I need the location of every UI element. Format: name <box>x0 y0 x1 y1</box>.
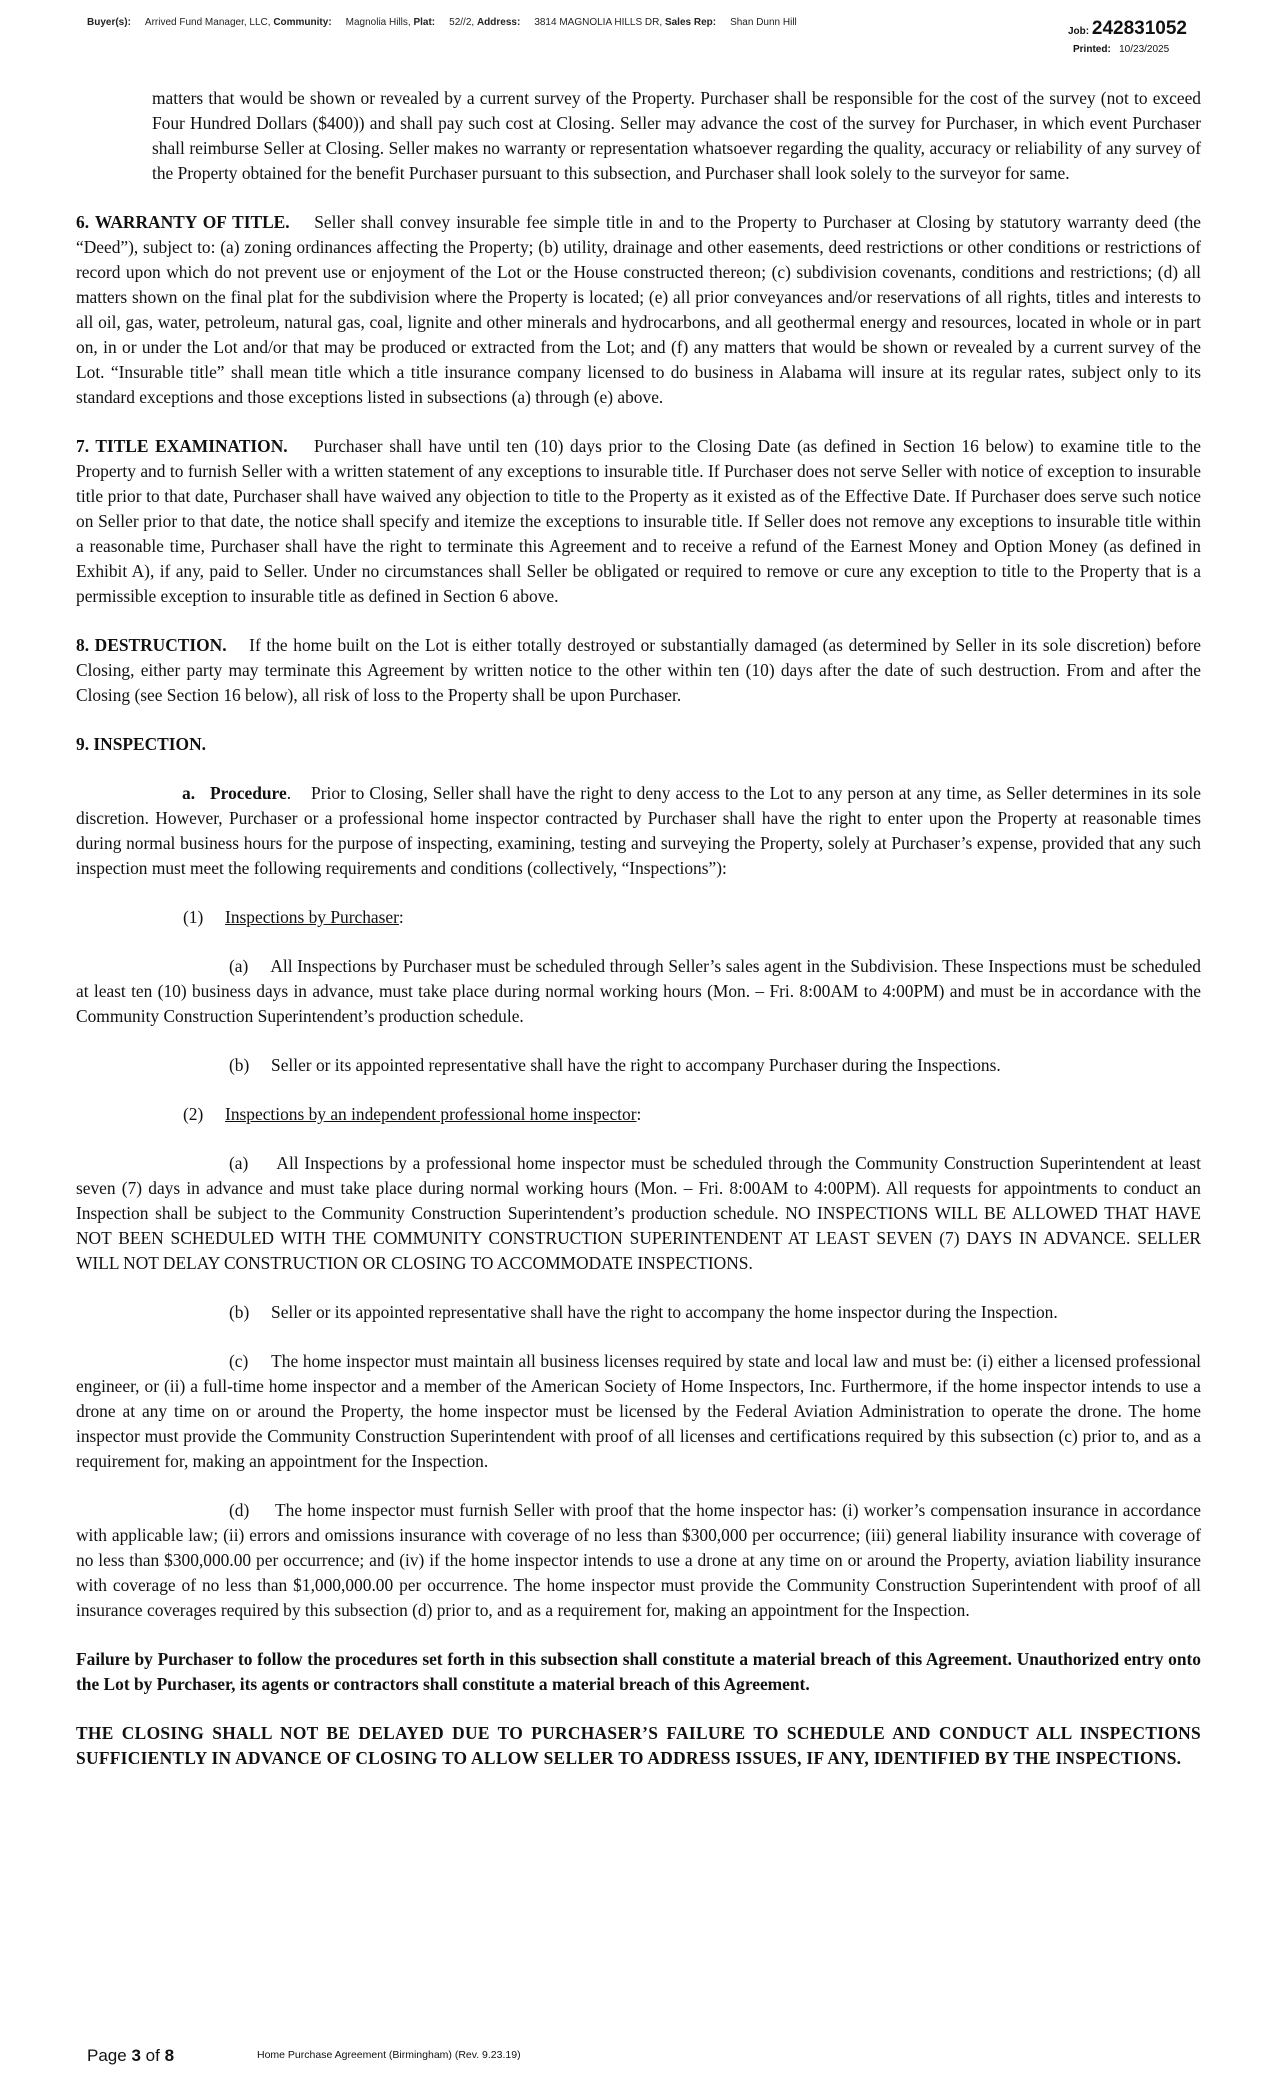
section-9a-label: a. <box>182 783 196 803</box>
page-of: of <box>145 2046 160 2065</box>
job-number: 242831052 <box>1091 18 1187 39</box>
item-2c-text: The home inspector must maintain all business licenses required by state and local law and must be: (i) either a licensed professional engineer, or (ii) a full-time home inspector and a member of the American Society of Home Inspectors, Inc. Furthermore, if the home inspector intends to use a drone at any time on or around the Property, the home inspector must be licensed by the Federal Aviation Administration to operate the drone. The home inspector must provide the Community Construction Superintendent with proof of all licenses and certifications required by this subsection (c) prior to, and as a requirement for, making an appointment for the Inspection. <box>76 1351 1201 1471</box>
section-8-heading: 8. DESTRUCTION. <box>76 635 227 655</box>
item-2-label: (2) <box>183 1104 204 1124</box>
item-2c-paragraph <box>76 1349 1201 1474</box>
section-6-paragraph <box>76 210 1201 410</box>
item-2-heading: Inspections by an independent professional home inspector <box>225 1104 637 1124</box>
failure-notice: Failure by Purchaser to follow the procedures set forth in this subsection shall constitute a material breach of this Agreement. Unauthorized entry onto the Lot by Purchaser, its agents or contractors shall constitute a material breach of this Agreement. <box>76 1649 1201 1694</box>
section-6-heading: 6. WARRANTY OF TITLE. <box>76 212 290 232</box>
section-6-text: Seller shall convey insurable fee simple title in and to the Property to Purchaser at Closing by statutory warranty deed (the “Deed”), subject to: (a) zoning ordinances affecting the Property; (b) utility, drainage and other easements, deed restrictions or other conditions or restrictions of record upon which do not prevent use or enjoyment of the Lot or the House constructed thereon; (c) subdivision covenants, conditions and restrictions; (d) all matters shown on the final plat for the subdivision where the Property is located; (e) all prior conveyances and/or reservations of all rights, titles and interests to all oil, gas, water, petroleum, natural gas, coal, lignite and other minerals and hydrocarbons, and all geothermal energy and resources, located in whole or in part on, in or under the Lot and/or that may be produced or extracted from the Lot; and (f) any matters that would be shown or revealed by a current survey of the Lot. “Insurable title” shall mean title which a title insurance company licensed to do business in Alabama will insure at its regular rates, subject only to its standard exceptions and those exceptions listed in subsections (a) through (e) above. <box>76 212 1201 407</box>
item-2-heading-paragraph: (2) Inspections by an independent professional home inspector: <box>183 1104 642 1124</box>
item-1a-label: (a) <box>229 956 249 976</box>
job-label: Job: <box>1068 26 1090 37</box>
printed-block <box>1073 44 1169 55</box>
buyer-label: Buyer(s): <box>87 17 131 28</box>
section-7-heading: 7. TITLE EXAMINATION. <box>76 436 288 456</box>
community-value: Magnolia Hills, <box>345 17 411 28</box>
plat-label: Plat: <box>413 17 436 28</box>
item-1a-text: All Inspections by Purchaser must be scheduled through Seller’s sales agent in the Subdivision. These Inspections must be scheduled at least ten (10) business days in advance, must take place during normal working hours (Mon. – Fri. 8:00AM to 4:00PM) and must be in accordance with the Community Construction Superintendent’s production schedule. <box>76 956 1201 1026</box>
section-7-paragraph <box>76 434 1201 609</box>
item-1b-text: Seller or its appointed representative shall have the right to accompany Purchaser during the Inspections. <box>271 1055 1001 1075</box>
page-word: Page <box>87 2046 127 2065</box>
item-2d-text: The home inspector must furnish Seller with proof that the home inspector has: (i) worker’s compensation insurance in accordance with applicable law; (ii) errors and omissions insurance with coverage of no less than $300,000 per occurrence; (iii) general liability insurance with coverage of no less than $300,000.00 per occurrence; and (iv) if the home inspector intends to use a drone at any time on or around the Property, aviation liability insurance with coverage of no less than $1,000,000.00 per occurrence. The home inspector must provide the Community Construction Superintendent with proof of all insurance coverages required by this subsection (d) prior to, and as a requirement for, making an appointment for the Inspection. <box>76 1500 1201 1620</box>
document-title-footer: Home Purchase Agreement (Birmingham) (Rev. 9.23.19) <box>257 2049 521 2061</box>
item-1-heading: Inspections by Purchaser <box>225 907 399 927</box>
item-2b-label: (b) <box>229 1302 250 1322</box>
item-2b-text: Seller or its appointed representative shall have the right to accompany the home inspector during the Inspection. <box>271 1302 1058 1322</box>
community-label: Community: <box>273 17 332 28</box>
survey-continuation-paragraph: matters that would be shown or revealed by a current survey of the Property. Purchaser shall be responsible for the cost of the survey (not to exceed Four Hundred Dollars ($400)) and shall pay such cost at Closing. Seller may advance the cost of the survey for Purchaser, in which event Purchaser shall reimburse Seller at Closing. Seller makes no warranty or representation whatsoever regarding the quality, accuracy or reliability of any survey of the Property obtained for the benefit Purchaser pursuant to this subsection, and Purchaser shall look solely to the surveyor for same. <box>152 88 1201 183</box>
section-8-paragraph <box>76 633 1201 708</box>
document-header <box>87 17 1197 28</box>
item-2d-paragraph <box>76 1498 1201 1623</box>
section-9a-heading: Procedure <box>210 783 287 803</box>
section-9a-text: Prior to Closing, Seller shall have the right to deny access to the Lot to any person at any time, as Seller determines in its sole discretion. However, Purchaser or a professional home inspector contracted by Purchaser shall have the right to enter upon the Property at reasonable times during normal business hours for the purpose of inspecting, examining, testing and surveying the Property, solely at Purchaser’s expense, provided that any such inspection must meet the following requirements and conditions (collectively, “Inspections”): <box>76 783 1201 878</box>
section-9-heading: 9. INSPECTION. <box>76 734 206 754</box>
page-number <box>87 2046 174 2065</box>
item-2a-text: All Inspections by a professional home inspector must be scheduled through the Community Construction Superintendent at least seven (7) days in advance and must take place during normal working hours (Mon. – Fri. 8:00AM to 4:00PM). All requests for appointments to conduct an Inspection shall be subject to the Community Construction Superintendent’s production schedule. NO INSPECTIONS WILL BE ALLOWED THAT HAVE NOT BEEN SCHEDULED WITH THE COMMUNITY CONSTRUCTION SUPERINTENDENT AT LEAST SEVEN (7) DAYS IN ADVANCE. SELLER WILL NOT DELAY CONSTRUCTION OR CLOSING TO ACCOMMODATE INSPECTIONS. <box>76 1153 1201 1273</box>
page-total: 8 <box>164 2046 175 2065</box>
address-label: Address: <box>476 17 521 28</box>
document-body <box>76 86 1201 1771</box>
section-9a-paragraph: a. Procedure. Prior to Closing, Seller shall have the right to deny access to the Lot to any person at any time, as Seller determines in its sole discretion. However, Purchaser or a professional home inspector contracted by Purchaser shall have the right to enter upon the Property at reasonable times during normal business hours for the purpose of inspecting, examining, testing and surveying the Property, solely at Purchaser’s expense, provided that any such inspection must meet the following requirements and conditions (collectively, “Inspections”): <box>76 783 1201 878</box>
plat-value: 52//2, <box>449 17 475 28</box>
item-1b-label: (b) <box>229 1055 250 1075</box>
page-current: 3 <box>131 2046 141 2065</box>
address-value: 3814 MAGNOLIA HILLS DR, <box>534 17 663 28</box>
section-7-text: Purchaser shall have until ten (10) days prior to the Closing Date (as defined in Section 16 below) to examine title to the Property and to furnish Seller with a written statement of any exceptions to insurable title. If Purchaser does not serve Seller with notice of exception to insurable title prior to that date, Purchaser shall have waived any objection to title to the Property as it existed as of the Effective Date. If Purchaser does serve such notice on Seller prior to that date, the notice shall specify and itemize the exceptions to insurable title. If Seller does not remove any exceptions to insurable title within a reasonable time, Purchaser shall have the right to terminate this Agreement and to receive a refund of the Earnest Money and Option Money (as defined in Exhibit A), if any, paid to Seller. Under no circumstances shall Seller be obligated or required to remove or cure any exception to title to the Property that is a permissible exception to insurable title as defined in Section 6 above. <box>76 436 1201 606</box>
item-2b-paragraph <box>76 1300 1201 1325</box>
document-footer <box>87 2046 521 2066</box>
item-2a-paragraph <box>76 1151 1201 1276</box>
printed-date: 10/23/2025 <box>1119 44 1170 55</box>
item-1-heading-paragraph: (1) Inspections by Purchaser: <box>183 907 404 927</box>
item-1b-paragraph <box>76 1053 1201 1078</box>
item-2c-label: (c) <box>229 1351 249 1371</box>
item-2a-label: (a) <box>229 1153 249 1173</box>
sales-rep-value: Shan Dunn Hill <box>730 17 797 28</box>
item-1-label: (1) <box>183 907 204 927</box>
closing-notice: THE CLOSING SHALL NOT BE DELAYED DUE TO PURCHASER’S FAILURE TO SCHEDULE AND CONDUCT ALL INSPECTIONS SUFFICIENTLY IN ADVANCE OF CLOSING TO ALLOW SELLER TO ADDRESS ISSUES, IF ANY, IDENTIFIED BY THE INSPECTIONS. <box>76 1723 1201 1768</box>
item-1a-paragraph <box>76 954 1201 1029</box>
buyer-value: Arrived Fund Manager, LLC, <box>144 17 271 28</box>
item-2d-label: (d) <box>229 1500 250 1520</box>
job-block <box>1068 18 1187 40</box>
printed-label: Printed: <box>1073 44 1111 55</box>
sales-rep-label: Sales Rep: <box>664 17 717 28</box>
section-8-text: If the home built on the Lot is either totally destroyed or substantially damaged (as determined by Seller in its sole discretion) before Closing, either party may terminate this Agreement by written notice to the other within ten (10) days after the date of such destruction. From and after the Closing (see Section 16 below), all risk of loss to the Property shall be upon Purchaser. <box>76 635 1201 705</box>
